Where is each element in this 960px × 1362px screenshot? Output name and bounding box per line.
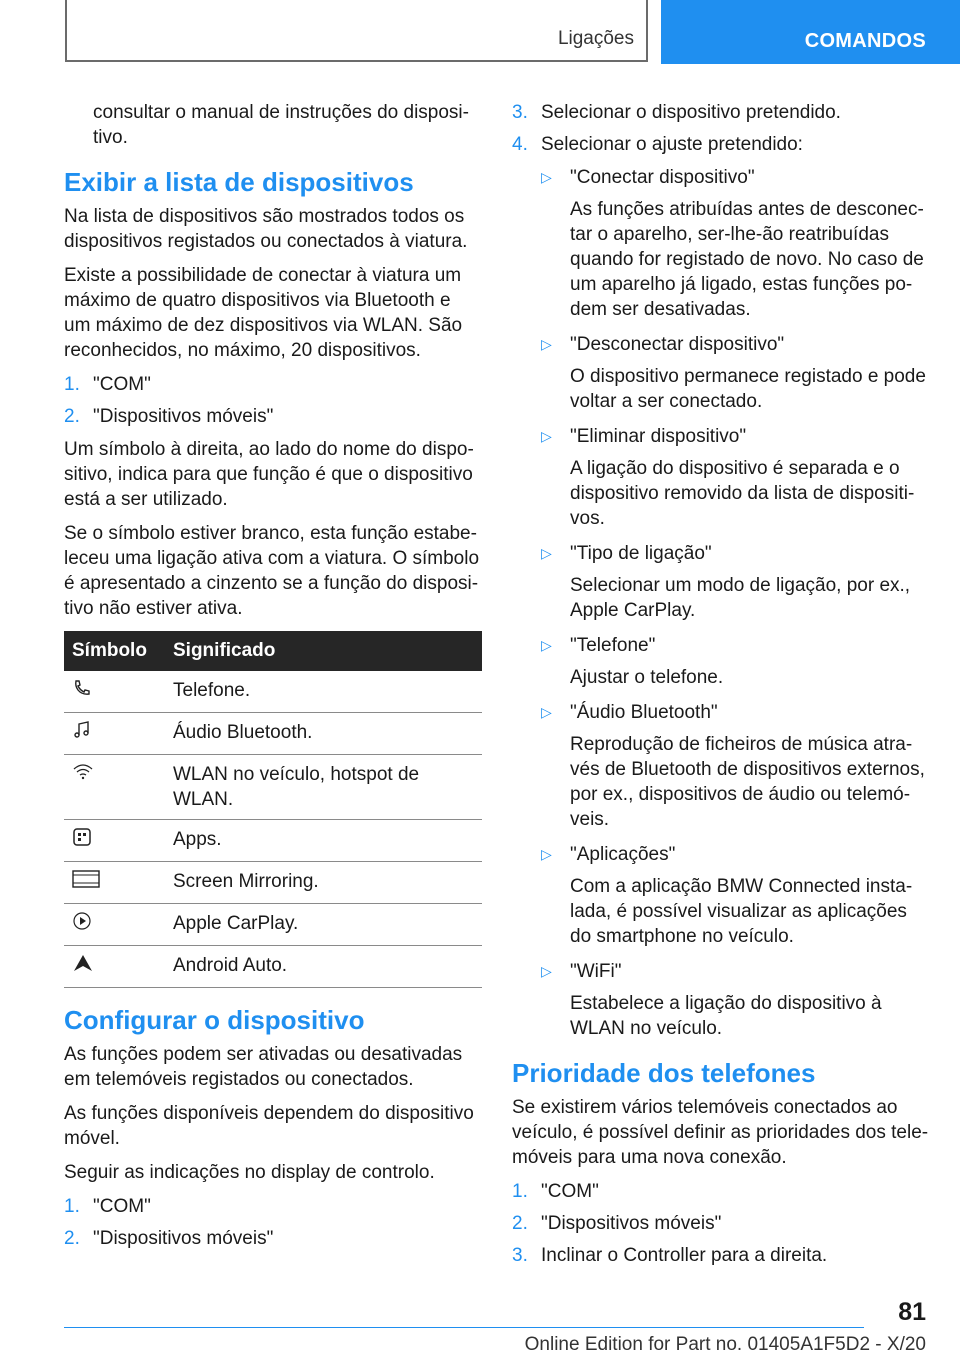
option-item <box>541 165 930 322</box>
symbol-table <box>64 631 482 988</box>
intro-paragraph: consultar o manual de instruções do dispositivo. <box>93 102 469 148</box>
left-column <box>64 100 482 1259</box>
table-cell-meaning: Screen Mirroring. <box>165 862 482 904</box>
table-cell-meaning: Apple CarPlay. <box>165 904 482 946</box>
option-description: Selecionar um modo de ligação, por ex., Apple CarPlay. <box>570 575 911 621</box>
step-item <box>64 1226 482 1251</box>
table-cell-meaning: WLAN no veículo, hotspot de WLAN. <box>165 755 482 820</box>
step-text: "Dispositivos móveis" <box>541 1213 722 1234</box>
music-note-icon <box>72 720 92 740</box>
triangle-bullet-icon: ▷ <box>541 545 552 561</box>
table-cell-meaning: Telefone. <box>165 671 482 713</box>
table-cell-meaning: Apps. <box>165 820 482 862</box>
table-row <box>64 904 482 946</box>
table-row <box>64 755 482 820</box>
triangle-bullet-icon: ▷ <box>541 963 552 979</box>
triangle-bullet-icon: ▷ <box>541 637 552 653</box>
option-label: "Tipo de ligação" <box>570 543 712 564</box>
option-item <box>541 424 930 531</box>
step-item <box>512 1243 930 1268</box>
table-row <box>64 820 482 862</box>
heading-phone-priority: Prioridade dos telefones <box>512 1058 816 1088</box>
page-number: 81 <box>898 1298 926 1326</box>
table-row <box>64 671 482 713</box>
option-item <box>541 633 930 690</box>
table-cell-meaning: Áudio Bluetooth. <box>165 713 482 755</box>
option-item <box>541 959 930 1041</box>
step-text: Selecionar o ajuste pretendido: <box>541 134 803 155</box>
triangle-bullet-icon: ▷ <box>541 336 552 352</box>
option-item <box>541 541 930 623</box>
step-item <box>64 1194 482 1219</box>
option-item <box>541 700 930 832</box>
screen-mirroring-icon <box>72 869 100 889</box>
paragraph: Um símbolo à direita, ao lado do nome do dispositivo, indica para que função é que o dispositivo está a ser utilizado. <box>64 439 474 510</box>
paragraph: As funções disponíveis dependem do dispositivo móvel. <box>64 1103 474 1149</box>
option-label: "WiFi" <box>570 961 622 982</box>
apps-icon <box>72 827 92 847</box>
option-description: As funções atribuídas antes de desconectar o aparelho, ser-lhe-ão reatribuídas quando for registado de novo. No caso de um aparelho já ligado, estas funções podem ser desativadas. <box>570 199 924 320</box>
phone-icon <box>72 678 92 698</box>
table-row <box>64 862 482 904</box>
step-item <box>512 1179 930 1204</box>
option-description: Estabelece a ligação do dispositivo à WLAN no veículo. <box>570 993 882 1039</box>
header-chapter-tab <box>661 0 960 64</box>
android-auto-icon <box>72 953 94 973</box>
step-number: 1. <box>64 1196 80 1217</box>
paragraph: Na lista de dispositivos são mostrados todos os dispositivos registados ou conectados à viatura. <box>64 206 468 252</box>
option-label: "Desconectar dispositivo" <box>570 334 785 355</box>
step-text: "COM" <box>93 374 151 395</box>
step-number: 2. <box>64 406 80 427</box>
step-list <box>64 1194 482 1251</box>
triangle-bullet-icon: ▷ <box>541 428 552 444</box>
paragraph: Seguir as indicações no display de controlo. <box>64 1162 435 1183</box>
header-section-tab <box>65 0 648 62</box>
wifi-icon <box>72 762 94 782</box>
heading-device-list: Exibir a lista de dispositivos <box>64 167 414 197</box>
table-header-meaning: Significado <box>165 631 482 671</box>
paragraph: Se existirem vários telemóveis conectados ao veículo, é possível definir as prioridades dos telemóveis para uma nova conexão. <box>512 1097 929 1168</box>
step-item <box>64 404 482 429</box>
option-list <box>512 165 930 1041</box>
paragraph: Existe a possibilidade de conectar à viatura um máximo de quatro dispositivos via Bluetooth e um máximo de dez dispositivos via WLAN. São reconhecidos, no máximo, 20 dispositivos. <box>64 265 463 361</box>
paragraph: Se o símbolo estiver branco, esta função estabeleceu uma ligação ativa com a viatura. O símbolo é apresentado a cinzento se a função do dispositivo não estiver ativa. <box>64 523 480 619</box>
step-text: "Dispositivos móveis" <box>93 1228 274 1249</box>
option-description: Com a aplicação BMW Connected instalada, é possível visualizar as aplicações do smartphone no veículo. <box>570 876 913 947</box>
step-number: 1. <box>512 1181 528 1202</box>
step-number: 1. <box>64 374 80 395</box>
table-header-symbol: Símbolo <box>64 631 165 671</box>
triangle-bullet-icon: ▷ <box>541 846 552 862</box>
step-text: Selecionar o dispositivo pretendido. <box>541 102 841 123</box>
triangle-bullet-icon: ▷ <box>541 169 552 185</box>
table-cell-meaning: Android Auto. <box>165 946 482 988</box>
table-header-row <box>64 631 482 671</box>
option-item <box>541 332 930 414</box>
step-item <box>512 132 930 157</box>
table-row <box>64 713 482 755</box>
option-description: O dispositivo permanece registado e pode voltar a ser conectado. <box>570 366 926 412</box>
footer-edition: Online Edition for Part no. 01405A1F5D2 - X/20 <box>524 1334 926 1355</box>
step-text: Inclinar o Controller para a direita. <box>541 1245 828 1266</box>
step-number: 2. <box>512 1213 528 1234</box>
step-list <box>512 1179 930 1268</box>
option-label: "Áudio Bluetooth" <box>570 702 718 723</box>
step-list <box>64 372 482 429</box>
option-item <box>541 842 930 949</box>
option-label: "Telefone" <box>570 635 656 656</box>
table-row <box>64 946 482 988</box>
step-number: 3. <box>512 102 528 123</box>
step-text: "COM" <box>93 1196 151 1217</box>
option-label: "Conectar dispositivo" <box>570 167 755 188</box>
paragraph: As funções podem ser ativadas ou desativadas em telemóveis registados ou conectados. <box>64 1044 463 1090</box>
step-text: "COM" <box>541 1181 599 1202</box>
step-item <box>64 372 482 397</box>
carplay-icon <box>72 911 92 931</box>
header-section-label: Ligações <box>557 28 634 49</box>
footer-divider <box>64 1327 864 1328</box>
step-number: 3. <box>512 1245 528 1266</box>
step-item <box>512 1211 930 1236</box>
step-list <box>512 100 930 157</box>
step-number: 4. <box>512 134 528 155</box>
option-label: "Aplicações" <box>570 844 676 865</box>
option-description: Ajustar o telefone. <box>570 667 724 688</box>
header-chapter-label: COMANDOS <box>804 30 926 52</box>
option-label: "Eliminar dispositivo" <box>570 426 747 447</box>
step-number: 2. <box>64 1228 80 1249</box>
triangle-bullet-icon: ▷ <box>541 704 552 720</box>
option-description: A ligação do dispositivo é separada e o dispositivo removido da lista de dispositivos. <box>570 458 915 529</box>
step-item <box>512 100 930 125</box>
step-text: "Dispositivos móveis" <box>93 406 274 427</box>
heading-configure-device: Configurar o dispositivo <box>64 1005 365 1035</box>
option-description: Reprodução de ficheiros de música através de Bluetooth de dispositivos externos, por ex., dispositivos de áudio ou telemóveis. <box>570 734 925 830</box>
right-column <box>512 100 930 1276</box>
